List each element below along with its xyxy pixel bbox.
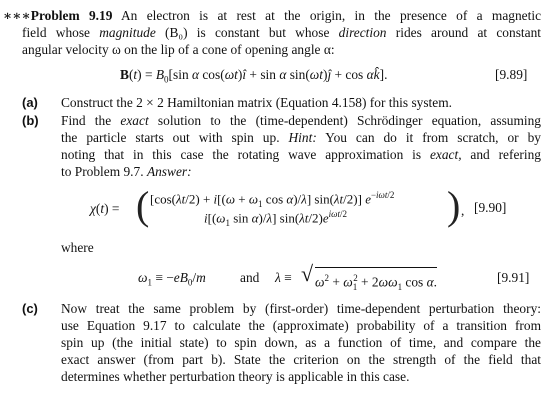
part-b-label: (b) <box>22 113 39 128</box>
equation-number-9-91: [9.91] <box>497 270 530 285</box>
problem-header <box>3 8 541 25</box>
part-c-line-1: Now treat the same problem by (first-order) time-dependent perturbation theory: <box>61 301 541 316</box>
where-text: where <box>61 240 94 255</box>
equation-9-90-row-1: [$\cos(\lambda t/2) + i[(\omega + \omega_1$ cos α)/λ] sin(λt/2)] $e^{-i\omega t/2}$ <box>150 190 395 209</box>
part-c-label: (c) <box>22 301 38 316</box>
difficulty-marker: ∗∗∗ <box>3 8 31 23</box>
equation-9-90-row-2: $i[(\omega_1$ sin α)/λ] $\sin(\lambda t/2)e^{i\omega t/2}$ <box>204 209 348 228</box>
part-b-line-4: to Problem 9.7. Answer: <box>61 164 192 179</box>
intro-line-2: field whose magnitude (B₀) is constant but whose direction rides around at constant <box>22 25 541 40</box>
sqrt-sign: √ <box>301 261 314 286</box>
intro-line-1: An electron is at rest at the origin, in the presence of a magnetic <box>121 8 542 23</box>
equation-number-9-90: [9.90] <box>474 200 507 215</box>
part-b-line-2: the particle starts out with spin up. Hint: You can do it from scratch, or by <box>61 130 541 145</box>
part-c-line-3: spin up (the initial state) to spin down, as a function of time, and compare the <box>61 335 541 350</box>
equation-9-90-lhs: χ(t) = <box>90 201 120 216</box>
equation-9-90-comma: , <box>461 203 465 218</box>
equation-9-91-and: and <box>240 270 260 285</box>
equation-number-9-89: [9.89] <box>495 67 528 82</box>
part-b-line-1: Find the exact solution to the (time-dependent) Schrödinger equation, assuming <box>61 113 541 128</box>
part-c-line-5: determines whether perturbation theory is applicable in this case. <box>61 369 410 384</box>
problem-number: Problem 9.19 <box>30 8 113 23</box>
part-a-label: (a) <box>22 95 38 110</box>
equation-9-91-lambda: λ ≡ <box>275 270 292 285</box>
part-c-line-2: use Equation 9.17 to calculate the (approximate) probability of a transition from <box>61 318 541 333</box>
part-c-line-4: exact answer (from part b). State the criterion on the strength of the field that <box>61 352 541 367</box>
part-b-line-3: noting that in this case the rotating wave approximation is exact, and refering <box>61 147 541 162</box>
right-paren: ) <box>447 183 461 228</box>
equation-9-91-root: $\omega^2 + \omega_1^2 + 2\omega\omega_1$ cos α. <box>315 267 437 296</box>
intro-line-3: angular velocity ω on the lip of a cone of opening angle α: <box>22 42 335 57</box>
equation-9-89: $B(t) = B_0[\sin$ α cos(ωt)î + sin α sin(ωt)ĵ + cos αk̂]. <box>120 67 388 85</box>
part-a-text: Construct the 2 × 2 Hamiltonian matrix (Equation 4.158) for this system. <box>61 95 452 110</box>
left-paren: ( <box>136 183 150 228</box>
equation-9-91-left: $\omega_1 \equiv -eB_0/m$ <box>138 270 206 288</box>
